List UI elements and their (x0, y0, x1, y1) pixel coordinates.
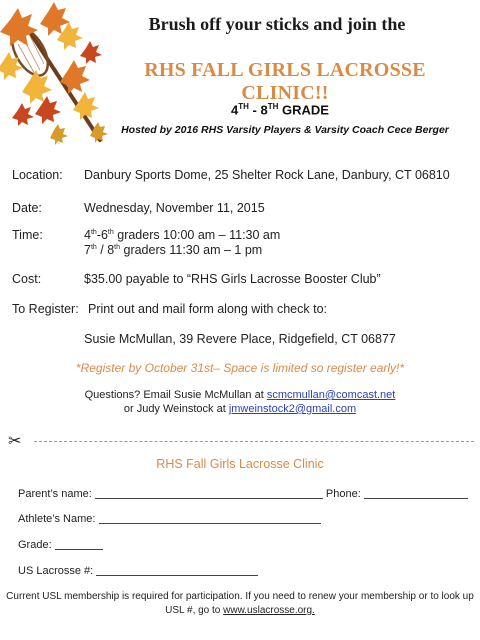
footer-line-2: USL #, go to www.uslacrosse.org. (165, 605, 315, 616)
us-lacrosse-blank[interactable] (96, 565, 258, 576)
footer-note (0, 590, 480, 618)
uslacrosse-link[interactable]: www.uslacrosse.org. (223, 605, 315, 616)
cost-label: Cost: (12, 272, 42, 286)
clinic-title: RHS FALL GIRLS LACROSSE CLINIC!! (144, 59, 426, 104)
cut-line (34, 441, 474, 442)
footer-line-1: Current USL membership is required for participation. If you need to renew your membership or to look up (6, 591, 474, 602)
form-title: RHS Fall Girls Lacrosse Clinic (156, 457, 324, 471)
grade-blank[interactable] (55, 539, 103, 550)
time-label: Time: (12, 228, 43, 242)
grade-field: Grade: (18, 539, 103, 551)
date-value: Wednesday, November 11, 2015 (84, 201, 265, 215)
mail-address: Susie McMullan, 39 Revere Place, Ridgefield, CT 06877 (84, 332, 396, 346)
location-value: Danbury Sports Dome, 25 Shelter Rock Lane, Danbury, CT 06810 (84, 168, 450, 182)
location-label: Location: (12, 168, 63, 182)
time-slot-1: 4th-6th graders 10:00 am – 11:30 am (84, 228, 281, 242)
athlete-name-field: Athlete’s Name: (18, 513, 321, 525)
athlete-name-blank[interactable] (99, 513, 321, 524)
phone-blank[interactable] (364, 488, 468, 499)
questions-line-1: Questions? Email Susie McMullan at scmcmullan@comcast.net (84, 389, 396, 401)
date-label: Date: (12, 201, 42, 215)
time-slot-2: 7th / 8th graders 11:30 am – 1 pm (84, 243, 263, 257)
scissors-icon: ✂ (8, 433, 22, 450)
grade-range: 4TH - 8TH GRADE (231, 102, 329, 118)
email-link-susie[interactable]: scmcmullan@comcast.net (266, 389, 396, 401)
register-label: To Register: (12, 302, 79, 316)
parent-name-field: Parent’s name: Phone: (18, 488, 468, 500)
headline: Brush off your sticks and join the (148, 14, 406, 34)
parent-name-blank[interactable] (95, 488, 323, 499)
us-lacrosse-field: US Lacrosse #: (18, 565, 258, 577)
register-deadline-note: *Register by October 31st– Space is limited so register early!* (75, 361, 405, 375)
cost-value: $35.00 payable to “RHS Girls Lacrosse Booster Club” (84, 272, 381, 286)
register-value: Print out and mail form along with check to: (88, 302, 328, 316)
hosted-by: Hosted by 2016 RHS Varsity Players & Varsity Coach Cece Berger (121, 124, 449, 136)
email-link-judy[interactable]: jmweinstock2@gmail.com (228, 403, 357, 415)
questions-line-2: or Judy Weinstock at jmweinstock2@gmail.com (123, 403, 357, 415)
